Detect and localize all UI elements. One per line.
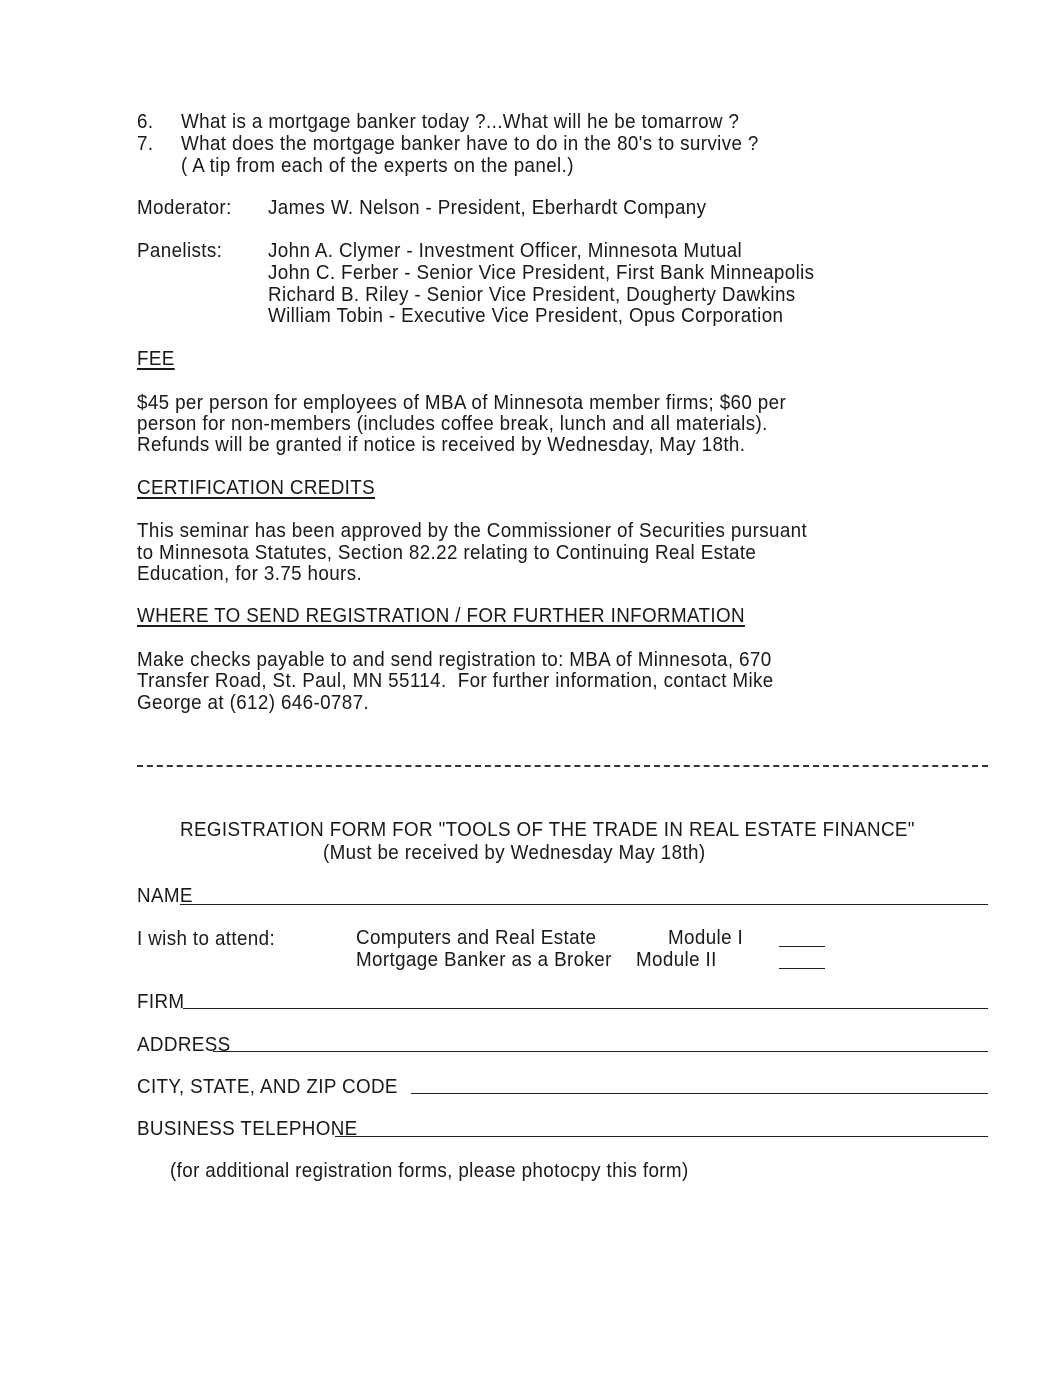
question-7-text: What does the mortgage banker have to do in the 80's to survive ? (181, 133, 759, 155)
form-subtitle: (Must be received by Wednesday May 18th) (323, 842, 706, 864)
where-heading: WHERE TO SEND REGISTRATION / FOR FURTHER INFORMATION (137, 605, 745, 627)
question-6-text: What is a mortgage banker today ?...What will he be tomarrow ? (181, 111, 740, 133)
panelists-label: Panelists: (137, 240, 223, 262)
firm-field[interactable] (183, 1008, 988, 1009)
where-line: Transfer Road, St. Paul, MN 55114. For further information, contact Mike (137, 670, 774, 692)
fee-line: $45 per person for employees of MBA of Minnesota member firms; $60 per (137, 392, 787, 414)
certification-line: Education, for 3.75 hours. (137, 563, 363, 585)
cut-line-divider (137, 765, 988, 767)
question-6-number: 6. (137, 111, 154, 133)
city-state-zip-field[interactable] (411, 1093, 988, 1094)
option-broker-module: Module II (636, 949, 717, 971)
option-computers-module: Module I (668, 927, 744, 949)
business-telephone-label: BUSINESS TELEPHONE (137, 1118, 358, 1140)
certification-heading: CERTIFICATION CREDITS (137, 477, 376, 499)
fee-heading: FEE (137, 348, 175, 370)
certification-line: This seminar has been approved by the Commissioner of Securities pursuant (137, 520, 808, 542)
where-line: George at (612) 646-0787. (137, 692, 370, 714)
business-telephone-field[interactable] (335, 1136, 988, 1137)
module-2-checkbox[interactable] (779, 968, 825, 969)
form-footer-note: (for additional registration forms, please photocpy this form) (170, 1160, 689, 1182)
form-title: REGISTRATION FORM FOR "TOOLS OF THE TRADE IN REAL ESTATE FINANCE" (180, 819, 915, 841)
panelist-item: Richard B. Riley - Senior Vice President, Dougherty Dawkins (268, 284, 796, 306)
moderator-label: Moderator: (137, 197, 232, 219)
attend-label: I wish to attend: (137, 928, 276, 950)
panelist-item: John C. Ferber - Senior Vice President, First Bank Minneapolis (268, 262, 815, 284)
question-7-number: 7. (137, 133, 154, 155)
city-state-zip-label: CITY, STATE, AND ZIP CODE (137, 1076, 398, 1098)
fee-line: Refunds will be granted if notice is received by Wednesday, May 18th. (137, 434, 746, 456)
address-label: ADDRESS (137, 1034, 231, 1056)
option-computers-label: Computers and Real Estate (356, 927, 597, 949)
name-field[interactable] (180, 904, 988, 905)
name-label: NAME (137, 885, 193, 907)
certification-line: to Minnesota Statutes, Section 82.22 relating to Continuing Real Estate (137, 542, 757, 564)
module-1-checkbox[interactable] (779, 946, 825, 947)
option-broker-label: Mortgage Banker as a Broker (356, 949, 612, 971)
panelist-item: William Tobin - Executive Vice President, Opus Corporation (268, 305, 784, 327)
panelist-item: John A. Clymer - Investment Officer, Minnesota Mutual (268, 240, 743, 262)
where-line: Make checks payable to and send registration to: MBA of Minnesota, 670 (137, 649, 772, 671)
address-field[interactable] (213, 1051, 988, 1052)
fee-line: person for non-members (includes coffee break, lunch and all materials). (137, 413, 768, 435)
moderator-name: James W. Nelson - President, Eberhardt Company (268, 197, 707, 219)
firm-label: FIRM (137, 991, 185, 1013)
question-note: ( A tip from each of the experts on the panel.) (181, 155, 574, 177)
